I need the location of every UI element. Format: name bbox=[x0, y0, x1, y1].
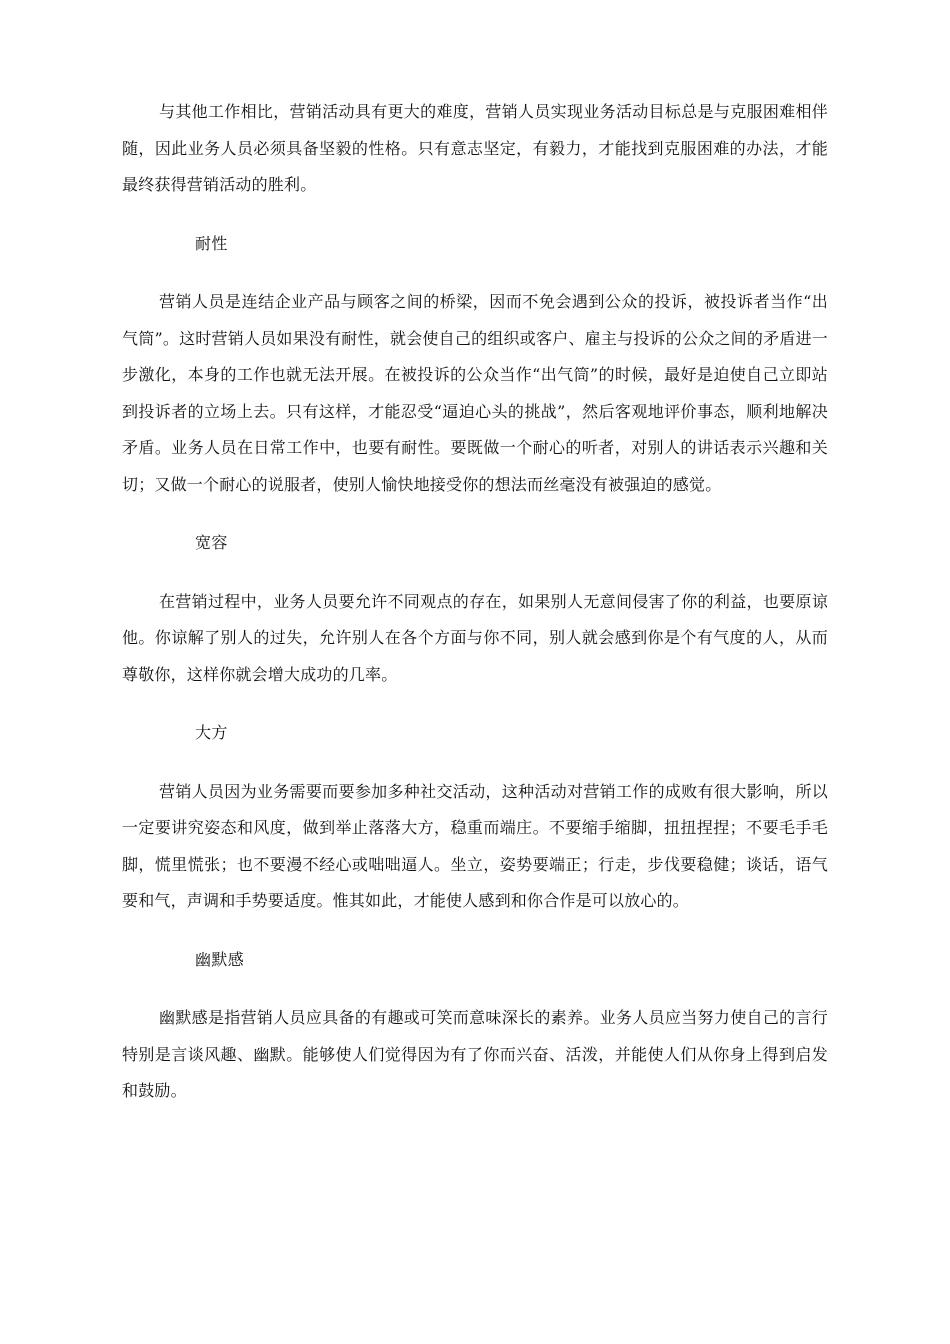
paragraph-patience: 营销人员是连结企业产品与顾客之间的桥梁，因而不免会遇到公众的投诉，被投诉者当作“出气筒”。这时营销人员如果没有耐性，就会使自己的组织或客户、雇主与投诉的公众之间的矛盾进一步激化，本身的工作也就无法开展。在被投诉的公众当作“出气筒”的时候，最好是迫使自己立即站到投诉者的立场上去。只有这样，才能忍受“逼迫心头的挑战”，然后客观地评价事态，顺利地解决矛盾。业务人员在日常工作中，也要有耐性。要既做一个耐心的听者，对别人的讲话表示兴趣和关切；又做一个耐心的说服者，使别人愉快地接受你的想法而丝毫没有被强迫的感觉。 bbox=[122, 292, 828, 494]
heading-generosity: 大方 bbox=[195, 723, 228, 742]
heading-tolerance: 宽容 bbox=[195, 533, 228, 552]
heading-humor: 幽默感 bbox=[195, 949, 245, 969]
heading-patience: 耐性 bbox=[195, 233, 228, 253]
paragraph-tolerance: 在营销过程中，业务人员要允许不同观点的存在，如果别人无意间侵害了你的利益，也要原谅他。你谅解了别人的过失，允许别人在各个方面与你不同，别人就会感到你是个有气度的人，从而尊敬你，这样你就会增大成功的几率。 bbox=[122, 591, 828, 684]
document-body bbox=[122, 94, 828, 1110]
paragraph-generosity: 营销人员因为业务需要而要参加多种社交活动，这种活动对营销工作的成败有很大影响，所以一定要讲究姿态和风度，做到举止落落大方，稳重而端庄。不要缩手缩脚，扭扭捏捏；不要毛手毛脚，慌里慌张；也不要漫不经心或咄咄逼人。坐立，姿势要端正；行走，步伐要稳健；谈话，语气要和气，声调和手势要适度。惟其如此，才能使人感到和你合作是可以放心的。 bbox=[122, 781, 828, 910]
paragraph-perseverance: 与其他工作相比，营销活动具有更大的难度，营销人员实现业务活动目标总是与克服困难相伴随，因此业务人员必须具备坚毅的性格。只有意志坚定，有毅力，才能找到克服困难的办法，才能最终获得营销活动的胜利。 bbox=[122, 102, 828, 194]
paragraph-humor: 幽默感是指营销人员应具备的有趣或可笑而意味深长的素养。业务人员应当努力使自己的言行特别是言谈风趣、幽默。能够使人们觉得因为有了你而兴奋、活泼，并能使人们从你身上得到启发和鼓励。 bbox=[122, 1008, 828, 1100]
